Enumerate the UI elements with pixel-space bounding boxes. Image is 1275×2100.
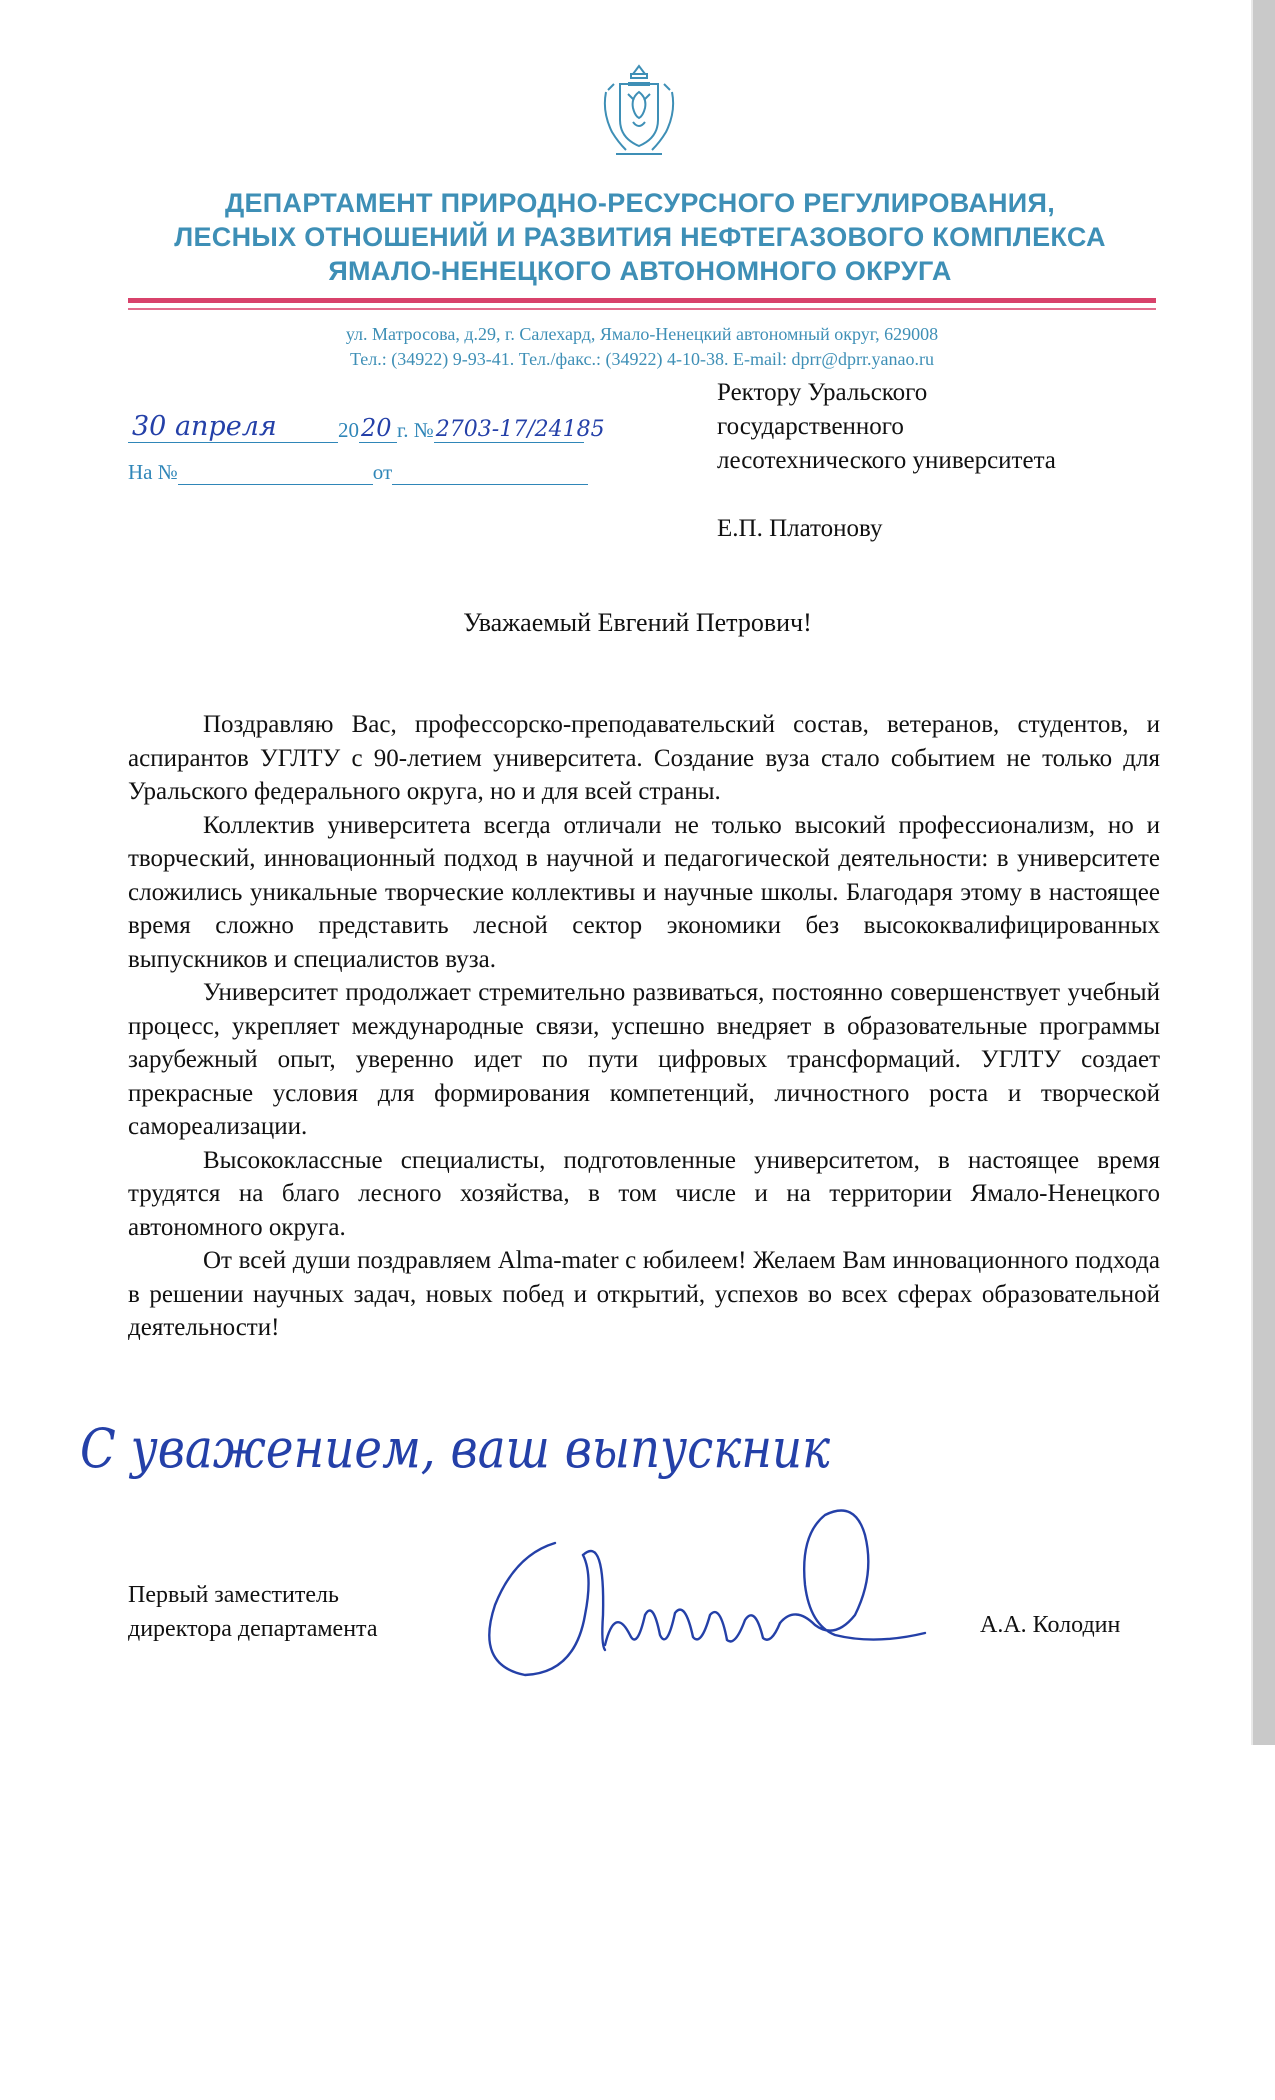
header-rule-thin bbox=[128, 308, 1156, 310]
signature-image bbox=[455, 1495, 975, 1695]
year-handwritten: 20 bbox=[361, 414, 392, 442]
handwritten-note bbox=[50, 1395, 850, 1505]
coat-of-arms-icon bbox=[598, 62, 680, 162]
letter-body bbox=[128, 708, 1160, 1345]
signer-title-line: Первый заместитель bbox=[128, 1582, 339, 1608]
department-line: ЛЕСНЫХ ОТНОШЕНИЙ И РАЗВИТИЯ НЕФТЕГАЗОВОГО КОМПЛЕКСА bbox=[174, 222, 1106, 252]
contact-block bbox=[128, 322, 1156, 372]
salutation: Уважаемый Евгений Петрович! bbox=[463, 608, 812, 637]
number-handwritten: 2703-17/24185 bbox=[435, 417, 605, 442]
from-label: от bbox=[372, 460, 393, 484]
reference-line bbox=[128, 460, 588, 485]
number-label: № bbox=[413, 418, 434, 442]
recipient-block bbox=[717, 376, 1056, 546]
body-paragraph: Поздравляю Вас, профессорско-преподавательский состав, ветеранов, студентов, и аспирантов УГЛТУ с 90-летием университета. Создание вуза стало событием не только для Уральского федерального округа, но и для всей страны. bbox=[128, 711, 1160, 805]
date-handwritten: 30 апреля bbox=[132, 411, 277, 442]
contact-line: Тел.: (34922) 9-93-41. Тел./факс.: (34922) 4-10-38. E-mail: dprr@dprr.yanao.ru bbox=[350, 349, 934, 369]
recipient-name: Е.П. Платонову bbox=[717, 515, 883, 542]
ref-label: На № bbox=[128, 460, 178, 484]
body-paragraph: От всей души поздравляем Alma-mater с юбилеем! Желаем Вам инновационного подхода в решении научных задач, новых побед и открытий, успехов во всех сферах образовательной деятельности! bbox=[128, 1247, 1160, 1341]
year-suffix: г. bbox=[397, 418, 409, 442]
department-line: ДЕПАРТАМЕНТ ПРИРОДНО-РЕСУРСНОГО РЕГУЛИРОВАНИЯ, bbox=[224, 188, 1056, 218]
scan-edge bbox=[1253, 0, 1275, 1745]
registration-line bbox=[128, 411, 605, 443]
scan-edge-line bbox=[1251, 0, 1253, 1745]
body-paragraph: Высококлассные специалисты, подготовленные университетом, в настоящее время трудятся на благо лесного хозяйства, в том числе и на территории Ямало-Ненецкого автономного округа. bbox=[128, 1146, 1160, 1241]
department-name bbox=[60, 186, 1220, 288]
recipient-line: лесотехнического университета bbox=[717, 447, 1056, 474]
recipient-line: Ректору Уральского bbox=[717, 379, 928, 406]
ref-field bbox=[178, 460, 373, 485]
year-prefix: 20 bbox=[338, 418, 359, 442]
date-field bbox=[128, 411, 338, 443]
department-line: ЯМАЛО-НЕНЕЦКОГО АВТОНОМНОГО ОКРУГА bbox=[328, 256, 952, 286]
signer-title-line: директора департамента bbox=[128, 1616, 378, 1642]
number-field bbox=[434, 417, 605, 443]
handwritten-note-text: С уважением, ваш выпускник bbox=[80, 1417, 831, 1480]
year-field bbox=[359, 414, 397, 443]
signer-title bbox=[128, 1578, 377, 1646]
body-paragraph: Коллектив университета всегда отличали не только высокий профессионализм, но и творческий, инновационный подход в научной и педагогической деятельности: в университете сложились уникальные творческие коллективы и научные школы. Благодаря этому в настоящее время сложно представить лесной сектор экономики без высококвалифицированных выпускников и специалистов вуза. bbox=[128, 811, 1160, 973]
body-paragraph: Университет продолжает стремительно развиваться, постоянно совершенствует учебный процесс, укрепляет международные связи, успешно внедряет в образовательные программы зарубежный опыт, уверенно идет по пути цифровых трансформаций. УГЛТУ создает прекрасные условия для формирования компетенций, личностного роста и творческой самореализации. bbox=[128, 979, 1160, 1140]
recipient-line: государственного bbox=[717, 413, 904, 440]
signer-name: А.А. Колодин bbox=[980, 1612, 1121, 1638]
header-rule bbox=[128, 298, 1156, 303]
address-line: ул. Матросова, д.29, г. Салехард, Ямало-Ненецкий автономный округ, 629008 bbox=[345, 324, 939, 344]
from-field bbox=[392, 460, 588, 485]
